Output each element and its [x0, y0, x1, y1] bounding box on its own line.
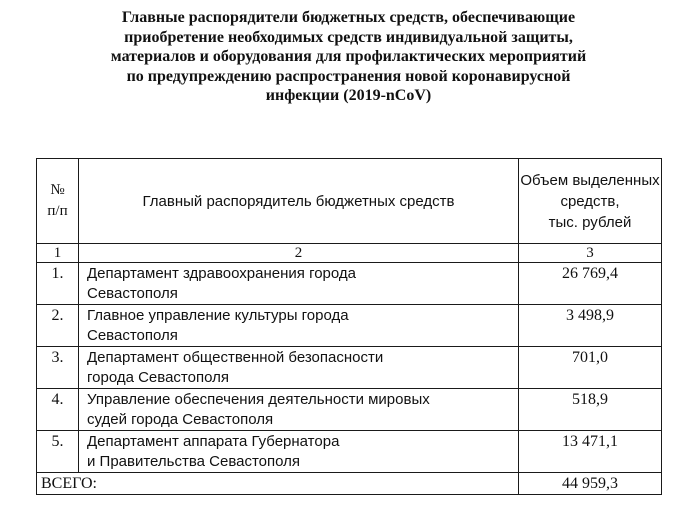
row-number: 5. — [37, 431, 79, 473]
title-line-1: Главные распорядители бюджетных средств, обеспечивающие — [121, 9, 576, 26]
row-number: 1. — [37, 263, 79, 305]
title-line-3: материалов и оборудования для профилактических мероприятий — [110, 48, 587, 65]
row-name — [79, 431, 519, 473]
column-index-1: 1 — [37, 244, 79, 263]
header-amount-line1: Объем выделенных — [520, 171, 660, 189]
row-name-line1: Департамент общественной безопасности — [87, 349, 384, 366]
header-amount-line2: средств, — [560, 192, 620, 210]
row-amount: 13 471,1 — [519, 431, 662, 473]
budget-table — [36, 158, 662, 495]
table-row — [37, 347, 662, 389]
row-number: 2. — [37, 305, 79, 347]
table-row — [37, 305, 662, 347]
column-index-3: 3 — [519, 244, 662, 263]
table-header-row — [37, 159, 662, 244]
column-index-row — [37, 244, 662, 263]
title-line-5: инфекции (2019-nCoV) — [265, 87, 432, 104]
total-amount: 44 959,3 — [519, 473, 662, 495]
header-amount — [519, 159, 662, 244]
header-number-line2: п/п — [47, 203, 68, 219]
total-row — [37, 473, 662, 495]
row-name-line1: Управление обеспечения деятельности мировых — [87, 391, 430, 408]
row-name — [79, 263, 519, 305]
table-row — [37, 263, 662, 305]
row-name — [79, 347, 519, 389]
row-amount: 3 498,9 — [519, 305, 662, 347]
header-number-line1: № — [50, 182, 65, 198]
title-line-2: приобретение необходимых средств индивидуальной защиты, — [124, 28, 573, 46]
row-name-line2: Севастополя — [87, 327, 178, 344]
row-name-line2: и Правительства Севастополя — [87, 453, 301, 470]
row-number: 4. — [37, 389, 79, 431]
row-name-line1: Главное управление культуры города — [87, 307, 349, 324]
header-number — [37, 159, 79, 244]
column-index-2: 2 — [79, 244, 519, 263]
document-title — [40, 8, 657, 106]
total-label: ВСЕГО: — [37, 473, 519, 495]
row-name-line2: Севастополя — [87, 285, 178, 302]
table-row — [37, 431, 662, 473]
row-name-line1: Департамент аппарата Губернатора — [87, 433, 340, 450]
row-name — [79, 389, 519, 431]
table-row — [37, 389, 662, 431]
row-name-line2: города Севастополя — [87, 369, 229, 386]
row-number: 3. — [37, 347, 79, 389]
header-name: Главный распорядитель бюджетных средств — [79, 159, 519, 244]
row-amount: 701,0 — [519, 347, 662, 389]
row-amount: 518,9 — [519, 389, 662, 431]
row-name-line2: судей города Севастополя — [87, 411, 274, 428]
header-amount-line3: тыс. рублей — [548, 213, 632, 231]
title-line-4: по предупреждению распространения новой коронавирусной — [126, 67, 571, 85]
row-amount: 26 769,4 — [519, 263, 662, 305]
row-name-line1: Департамент здравоохранения города — [87, 265, 356, 282]
row-name — [79, 305, 519, 347]
